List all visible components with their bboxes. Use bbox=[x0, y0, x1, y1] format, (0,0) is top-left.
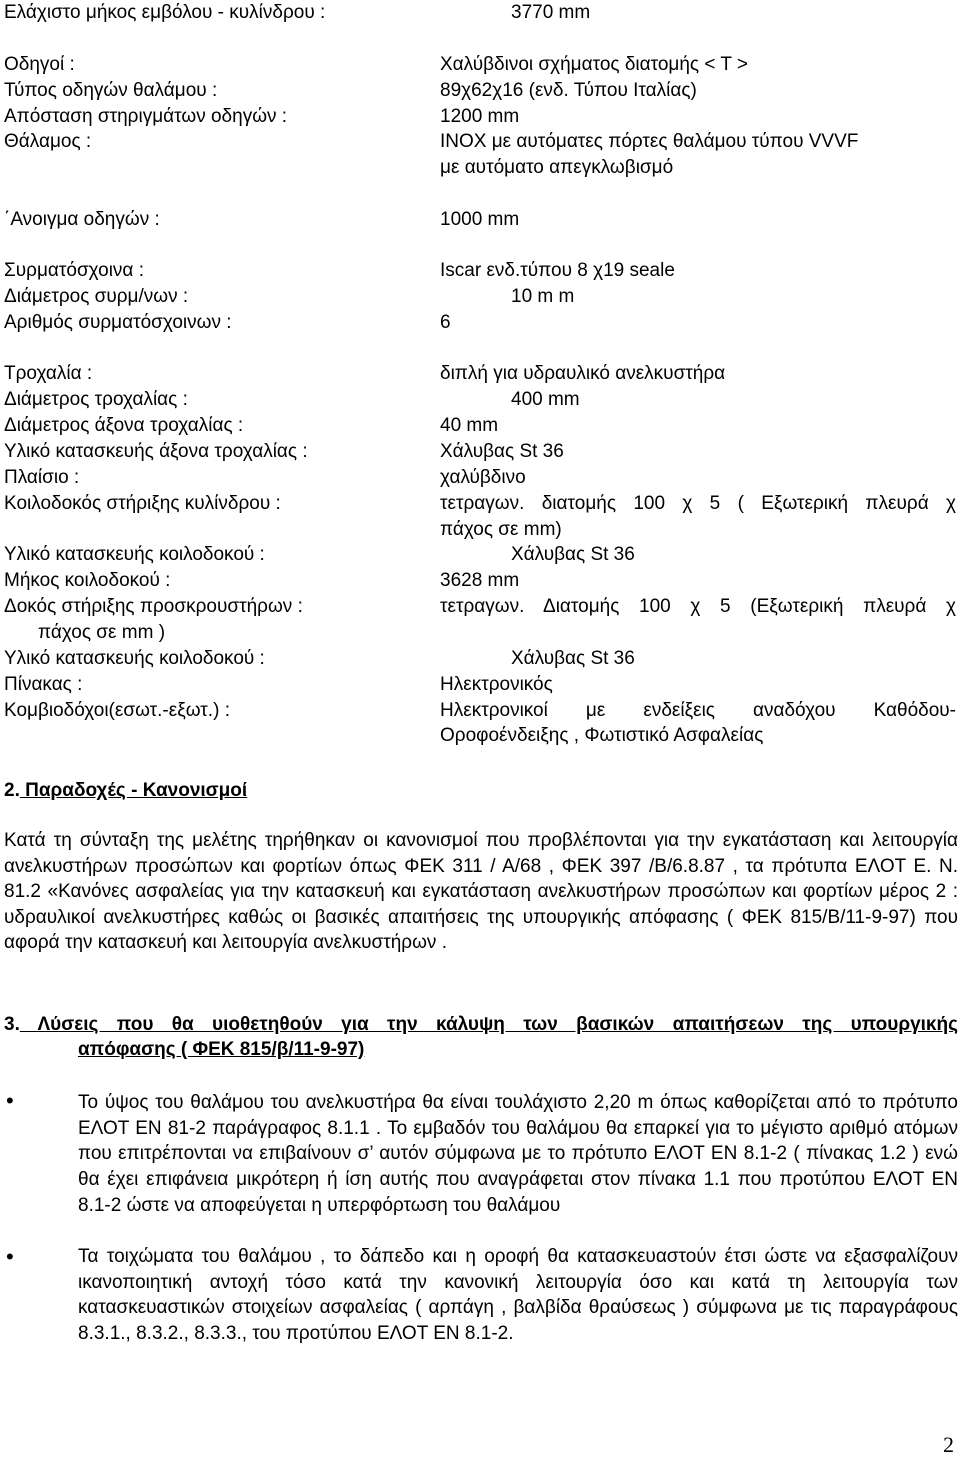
spec-label: Μήκος κοιλοδοκού : bbox=[4, 570, 171, 591]
spec-value: 400 mm bbox=[511, 389, 580, 410]
bullet-marker: • bbox=[6, 1244, 14, 1269]
spec-value: χαλύβδινο bbox=[440, 467, 526, 488]
spec-label: Ελάχιστο μήκος εμβόλου - κυλίνδρου : bbox=[4, 2, 326, 23]
section-2-paragraph: Κατά τη σύνταξη της μελέτης τηρήθηκαν οι κανονισμοί που προβλέπονται για την εγκατάσταση και λειτουργία ανελκυστήρων προσώπων και φορτίων όπως ΦΕΚ 311 / Α/68 , ΦΕΚ 397 /Β/6.8.87 , τα πρότυπα ΕΛΟΤ Ε. Ν. 81.2 «Κανόνες ασφαλείας για την κατασκευή και εγκατάσταση ανελκυστήρων προσώπων και φορτίων μέρος 2 : υδραυλικοί ανελκυστήρες καθώς οι βασικές απαιτήσεις της υπουργικής απόφασης ( ΦΕΚ 815/Β/11-9-97) που αφορά την κατασκευή και λειτουργία ανελκυστήρων . bbox=[4, 830, 958, 954]
spec-label: Οδηγοί : bbox=[4, 54, 75, 75]
spec-value: τετραγων. Διατομής 100 χ 5 (Εξωτερική πλευρά χ bbox=[440, 596, 956, 617]
spec-label: Τύπος οδηγών θαλάμου : bbox=[4, 80, 218, 101]
spec-label: Υλικό κατασκευής κοιλοδοκού : bbox=[4, 648, 265, 669]
spec-label: Πλαίσιο : bbox=[4, 467, 80, 488]
spec-value: 3628 mm bbox=[440, 570, 520, 591]
spec-label: Πίνακας : bbox=[4, 674, 83, 695]
spec-label: ΄Ανοιγμα οδηγών : bbox=[4, 209, 160, 230]
spec-value: Χαλύβδινοι σχήματος διατομής < Τ > bbox=[440, 54, 749, 75]
list-item: Το ύψος του θαλάμου του ανελκυστήρα θα είναι τουλάχιστο 2,20 m όπως καθορίζεται από το πρότυπο ΕΛΟΤ ΕΝ 81-2 παράγραφος 8.1.1 . Το εμβαδόν του θαλάμου θα επαρκεί για το μέγιστο αριθμό ατόμων που επιτρέπονται να επιβαίνουν σ’ αυτόν σύμφωνα με το πρότυπο ΕΛΟΤ ΕΝ 8.1-2 ( πίνακας 1.2 ) ενώ θα έχει επιφάνεια μικρότερη ή ίση αυτής που αναγράφεται στον πίνακα 1.1 που προτύπου ΕΛΟΤ ΕΝ 8.1-2 ώστε να αποφεύγεται η υπερφόρτωση του θαλάμου bbox=[78, 1092, 958, 1216]
spec-label: Διάμετρος τροχαλίας : bbox=[4, 389, 188, 410]
spec-label: Απόσταση στηριγμάτων οδηγών : bbox=[4, 106, 288, 127]
spec-label: Διάμετρος συρμ/νων : bbox=[4, 286, 189, 307]
spec-value: Ηλεκτρονικός bbox=[440, 674, 553, 695]
spec-label: Τροχαλία : bbox=[4, 363, 93, 384]
spec-value: 3770 mm bbox=[511, 2, 591, 23]
spec-value: Χάλυβας St 36 bbox=[511, 648, 635, 669]
spec-value: διπλή για υδραυλικό ανελκυστήρα bbox=[440, 363, 726, 384]
spec-value: Οροφοένδειξης , Φωτιστικό Ασφαλείας bbox=[440, 725, 764, 746]
spec-label: Αριθμός συρματόσχοινων : bbox=[4, 312, 232, 333]
spec-value: 10 m m bbox=[511, 286, 575, 307]
spec-value: με αυτόματο απεγκλωβισμό bbox=[440, 157, 674, 178]
spec-value: 6 bbox=[440, 312, 451, 333]
spec-value: Ηλεκτρονικοί με ενδείξεις αναδόχου Καθόδου- bbox=[440, 700, 956, 721]
spec-value: 1000 mm bbox=[440, 209, 520, 230]
spec-label: Συρματόσχοινα : bbox=[4, 260, 144, 281]
spec-value: INOX με αυτόματες πόρτες θαλάμου τύπου VVVF bbox=[440, 131, 859, 152]
section-title: Παραδοχές - Κανονισμοί bbox=[19, 780, 248, 801]
section-title: Λύσεις που θα υιοθετηθούν για την κάλυψη των βασικών απαιτήσεων της υπουργικής bbox=[19, 1014, 958, 1035]
spec-label: Υλικό κατασκευής κοιλοδοκού : bbox=[4, 544, 265, 565]
page-number: 2 bbox=[943, 1432, 954, 1457]
spec-value: Χάλυβας St 36 bbox=[511, 544, 635, 565]
section-3-heading bbox=[4, 1012, 958, 1037]
section-2-heading bbox=[4, 778, 247, 803]
spec-value: Iscar ενδ.τύπου 8 χ19 seale bbox=[440, 260, 675, 281]
bullet-marker: • bbox=[6, 1088, 14, 1113]
spec-value: 40 mm bbox=[440, 415, 499, 436]
spec-value: πάχος σε mm) bbox=[440, 519, 562, 540]
spec-label: πάχος σε mm ) bbox=[38, 622, 166, 643]
spec-value: τετραγων. διατομής 100 χ 5 ( Εξωτερική πλευρά χ bbox=[440, 493, 956, 514]
section-3-heading-cont: απόφασης ( ΦΕΚ 815/β/11-9-97) bbox=[78, 1039, 365, 1060]
spec-label: Κομβιοδόχοι(εσωτ.-εξωτ.) : bbox=[4, 700, 230, 721]
spec-label: Κοιλοδοκός στήριξης κυλίνδρου : bbox=[4, 493, 281, 514]
spec-label: Υλικό κατασκευής άξονα τροχαλίας : bbox=[4, 441, 308, 462]
spec-value: 89χ62χ16 (ενδ. Τύπου Ιταλίας) bbox=[440, 80, 697, 101]
spec-label: Δοκός στήριξης προσκρουστήρων : bbox=[4, 596, 303, 617]
spec-value: Χάλυβας St 36 bbox=[440, 441, 564, 462]
spec-label: Διάμετρος άξονα τροχαλίας : bbox=[4, 415, 244, 436]
spec-value: 1200 mm bbox=[440, 106, 520, 127]
section-number: 2. bbox=[4, 780, 20, 801]
list-item: Τα τοιχώματα του θαλάμου , το δάπεδο και η οροφή θα κατασκευαστούν έτσι ώστε να εξασφαλίζουν ικανοποιητική αντοχή τόσο κατά την κανονική λειτουργία όσο και κατά τη λειτουργία των κατασκευαστικών στοιχείων ασφαλείας ( αρπάγη , βαλβίδα θραύσεως ) σύμφωνα με τις παραγράφους 8.3.1., 8.3.2., 8.3.3., του προτύπου ΕΛΟΤ ΕΝ 8.1-2. bbox=[78, 1246, 958, 1345]
spec-label: Θάλαμος : bbox=[4, 131, 92, 152]
section-number: 3. bbox=[4, 1014, 20, 1035]
